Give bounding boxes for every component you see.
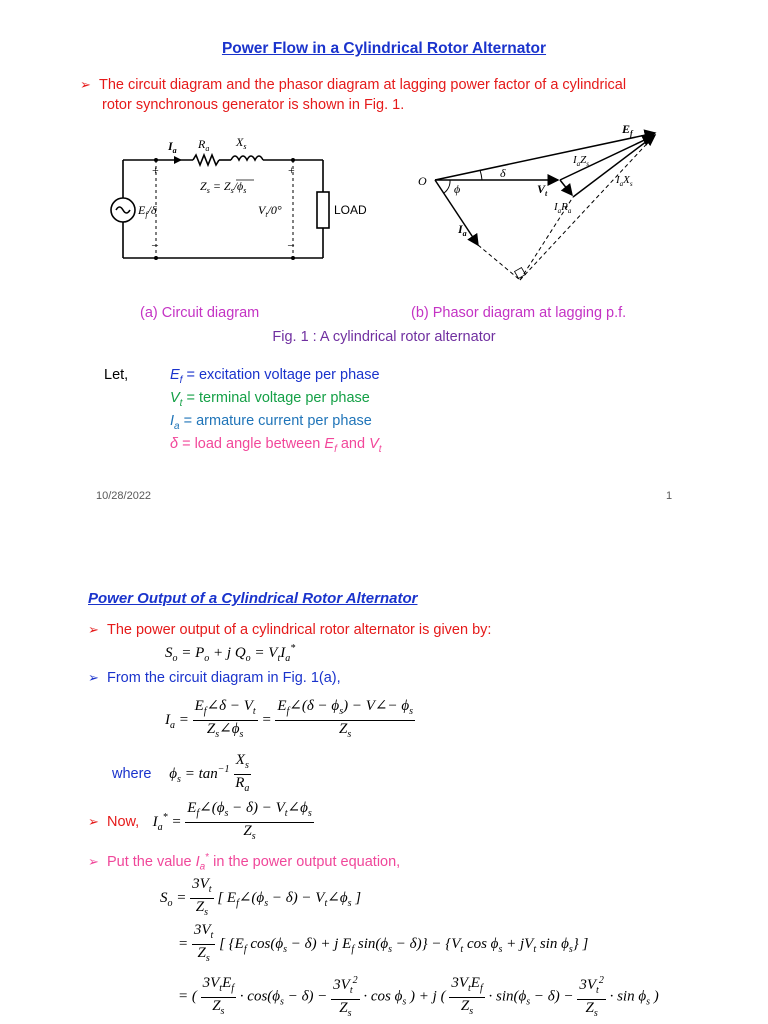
phasor-diagram xyxy=(410,115,680,290)
def-ef-text: = excitation voltage per phase xyxy=(182,367,380,383)
svg-text:–: – xyxy=(288,237,294,251)
caption-circuit: (a) Circuit diagram xyxy=(140,305,260,321)
bullet-from-circuit xyxy=(88,668,341,688)
phasor-phi-label: ϕ xyxy=(454,182,461,196)
eq-so-line1: $S_o$ = $\frac{3V_t}{Z_s}$ [ $E_f\angle(\phi_s - \delta)$ − $V_t\angle\phi_s$ ] xyxy=(160,876,362,918)
def-vt-symbol: V xyxy=(170,390,180,406)
phasor-iara-label: I xyxy=(554,201,558,213)
svg-text:Vt/0°: $V_t/0^\circ$ xyxy=(258,203,282,219)
circuit-vt-label: V xyxy=(258,203,266,217)
def-vt: $V_t$ = terminal voltage per phase xyxy=(170,390,370,409)
slide-page-number: 1 xyxy=(666,490,673,502)
svg-text:Xs: $X_s$ xyxy=(236,135,247,151)
svg-text:Ia: $I_a$ xyxy=(458,222,467,238)
svg-text:Ef/δ: $E_f/\delta$ xyxy=(138,203,157,219)
def-ia-symbol: I xyxy=(170,413,175,429)
eq-ia-conjugate: ➢ Now, $I_a^*$ = $\frac{E_f\angle(\phi_s - \delta) - V_t\angle\phi_s}{Z_s}$ xyxy=(88,800,312,842)
phasor-iaxs-label: I xyxy=(616,174,620,186)
bullet-power-output-text: The power output of a cylindrical rotor alternator is given by: xyxy=(106,622,492,638)
arrow-bullet-icon: ➢ xyxy=(80,77,91,92)
circuit-ia-label: I xyxy=(168,139,173,153)
arrow-bullet-icon: ➢ xyxy=(88,813,99,829)
def-ia-text: = armature current per phase xyxy=(179,413,372,429)
eq-so-definition: $S_o = P_o + j$ $Q_o = V_tI_a^*$ xyxy=(165,643,296,664)
svg-text:Ef: $E_f$ xyxy=(622,122,633,138)
now-label: Now, xyxy=(106,813,140,830)
bullet-power-output xyxy=(88,620,491,640)
def-delta: δ = load angle between $E_f$ and $V_t$ xyxy=(170,436,382,455)
eq-ia: $I_a$ = $\frac{E_f\angle\delta - V_t}{Z_s\angle\phi_s}$ = $\frac{E_f\angle(\delta - \phi_s) - V\angle- \phi_s}{Z_s}$ xyxy=(165,698,413,740)
phasor-delta-label: δ xyxy=(500,166,506,180)
phasor-origin-label: O xyxy=(418,174,427,188)
let-label: Let, xyxy=(104,367,129,383)
def-delta-symbol: δ xyxy=(170,436,179,452)
slide-date: 10/28/2022 xyxy=(96,490,152,502)
svg-text:+: + xyxy=(288,163,295,177)
def-delta-text: = load angle between xyxy=(178,436,325,452)
arrow-bullet-icon: ➢ xyxy=(88,670,99,685)
svg-text:Zs = Zs/ϕs: $Z_s = Z_s/\phi_s$ xyxy=(200,179,247,195)
eq-phi-s: where $\phi_s = \tan^{-1}$ $\frac{X_s}{R_a}$ xyxy=(112,752,250,794)
circuit-xs-label: X xyxy=(236,135,244,149)
svg-text:Ia: $I_a$ xyxy=(168,139,177,155)
svg-text:Vt: $V_t$ xyxy=(537,182,548,198)
arrow-bullet-icon: ➢ xyxy=(88,853,99,869)
circuit-zs-label: Z xyxy=(200,179,207,193)
intro-paragraph xyxy=(80,75,700,115)
def-vt-text: = terminal voltage per phase xyxy=(182,390,370,406)
svg-text:+: + xyxy=(152,163,159,177)
phasor-vt-label: V xyxy=(537,182,546,196)
eq-so-line3: = ( $\frac{3V_tE_f}{Z_s}$ · $\cos(\phi_s - \delta)$ − $\frac{3V_t^2}{Z_s}$ · $\cos \phi_s$ ) + j ( $\frac{3V_tE_f}{Z_s}$ · $\sin(\phi_s - \delta)$ − $\frac{3V_t^2}{Z_s}$ · $\sin \phi_s$ ) xyxy=(178,972,659,1022)
bullet-put-value: ➢ Put the value $I_a^*$ in the power output equation, xyxy=(88,852,401,873)
svg-text:IaRa: $I_aR_a$ xyxy=(554,201,572,215)
circuit-ra-label: R xyxy=(198,137,206,151)
phasor-ia-label: I xyxy=(458,222,463,236)
slide2-title: Power Output of a Cylindrical Rotor Alternator xyxy=(88,590,418,607)
circuit-diagram xyxy=(108,128,378,268)
where-label: where xyxy=(112,765,152,782)
figure-caption: Fig. 1 : A cylindrical rotor alternator xyxy=(272,329,496,345)
circuit-ef-label: E xyxy=(138,203,146,217)
slide1-title: Power Flow in a Cylindrical Rotor Alternator xyxy=(221,40,547,57)
def-ef-symbol: E xyxy=(170,367,180,383)
eq-so-line2: = $\frac{3V_t}{Z_s}$ [ {$E_f$ $\cos(\phi_s - \delta) + j$ $E_f$ $\sin(\phi_s - \delta)\} - \{V_t$ $\cos \phi_s + jV_t$ $\sin \phi_s$} ] xyxy=(178,922,589,964)
svg-text:–: – xyxy=(152,237,158,251)
svg-text:IaZs: $I_aZ_s$ xyxy=(573,154,590,168)
phasor-ef-label: E xyxy=(622,122,631,136)
intro-line-2: rotor synchronous generator is shown in Fig. 1. xyxy=(102,97,405,113)
intro-line-1: The circuit diagram and the phasor diagram at lagging power factor of a cylindrical xyxy=(98,77,627,93)
def-ia: $I_a$ = armature current per phase xyxy=(170,413,372,432)
def-ef: $E_f$ = excitation voltage per phase xyxy=(170,367,380,386)
arrow-bullet-icon: ➢ xyxy=(88,622,99,637)
svg-text:Ra: $R_a$ xyxy=(198,137,210,153)
svg-text:IaXs: $I_aX_s$ xyxy=(616,174,633,188)
put-value-post: in the power output equation, xyxy=(209,853,401,870)
phasor-iazs-label: I xyxy=(573,154,577,166)
bullet-from-circuit-text: From the circuit diagram in Fig. 1(a), xyxy=(106,670,341,686)
put-value-pre: Put the value xyxy=(106,853,196,870)
caption-phasor: (b) Phasor diagram at lagging p.f. xyxy=(411,305,627,321)
load-label: LOAD xyxy=(334,203,367,217)
